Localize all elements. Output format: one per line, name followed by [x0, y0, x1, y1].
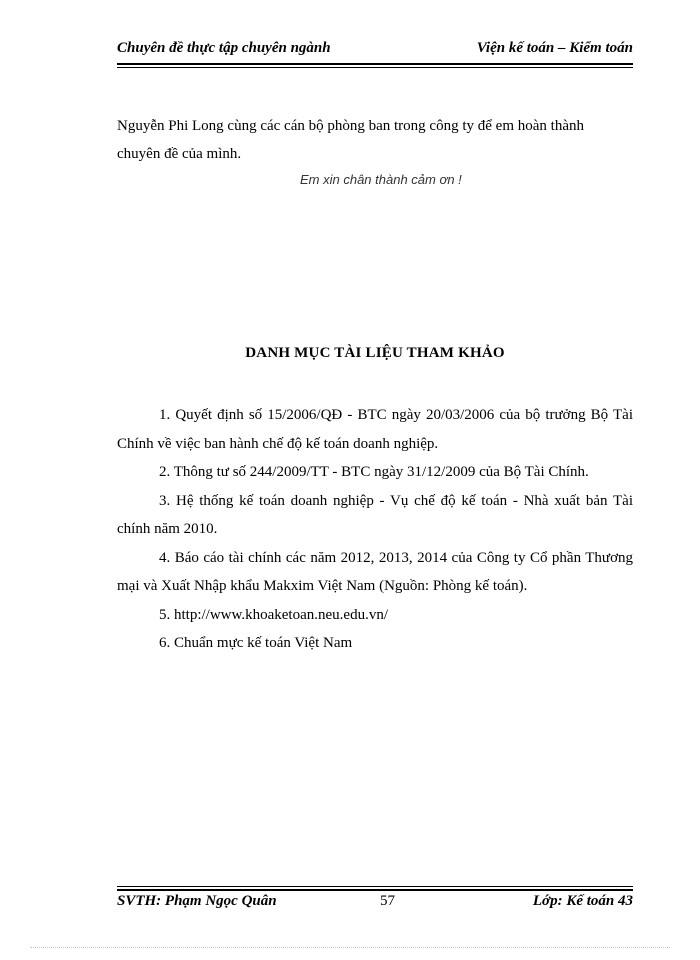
page-number: 57 [380, 893, 395, 909]
body-line-1: Nguyễn Phi Long cùng các cán bộ phòng ban trong công ty để em hoàn thành [117, 118, 584, 134]
footer-rule-thick [117, 889, 633, 891]
footer-student-name: SVTH: Phạm Ngọc Quân [117, 893, 277, 909]
header-right-title: Viện kế toán – Kiểm toán [476, 40, 633, 56]
footer-class-name: Lớp: Kế toán 43 [532, 893, 633, 909]
page-bottom-dotted-divider [30, 947, 670, 948]
header-rule-thick [117, 63, 633, 65]
header-rule-thin [117, 67, 633, 68]
header-left-title: Chuyên đề thực tập chuyên ngành [117, 40, 331, 56]
references-list [117, 401, 633, 658]
page-footer [117, 893, 633, 913]
references-title: DANH MỤC TÀI LIỆU THAM KHẢO [245, 345, 505, 361]
footer-rule-thin [117, 886, 633, 887]
reference-item: 2. Thông tư số 244/2009/TT - BTC ngày 31/12/2009 của Bộ Tài Chính. [159, 464, 589, 480]
reference-item: 5. http://www.khoaketoan.neu.edu.vn/ [159, 606, 388, 623]
page-header [117, 40, 633, 62]
reference-item: 4. Báo cáo tài chính các năm 2012, 2013, 2014 của Công ty Cổ phần Thương mại và Xuất Nhập khẩu Makxim Việt Nam (Nguồn: Phòng kế toán). [117, 549, 633, 594]
closing-thanks: Em xin chân thành cảm ơn ! [300, 172, 462, 187]
body-paragraph [117, 112, 633, 168]
reference-item: 1. Quyết định số 15/2006/QĐ - BTC ngày 20/03/2006 của bộ trưởng Bộ Tài Chính về việc ban hành chế độ kế toán doanh nghiệp. [117, 407, 633, 452]
body-line-2: chuyên đề của mình. [117, 146, 242, 162]
reference-item: 6. Chuẩn mực kế toán Việt Nam [159, 635, 353, 651]
reference-item: 3. Hệ thống kế toán doanh nghiệp - Vụ chế độ kế toán - Nhà xuất bản Tài chính năm 2010. [117, 492, 633, 537]
